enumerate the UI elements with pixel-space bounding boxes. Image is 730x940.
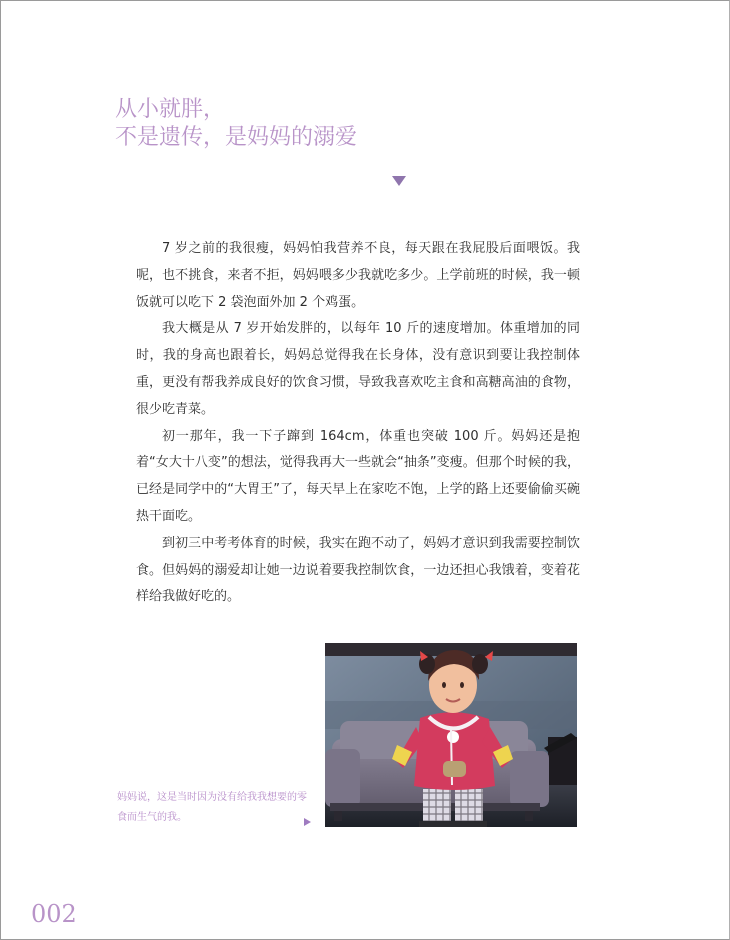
down-triangle-icon — [392, 176, 406, 186]
paragraph-3: 初一那年，我一下子蹿到 164cm，体重也突破 100 斤。妈妈还是抱着“女大十八变”的想法，觉得我再大一些就会“抽条”变瘦。但那个时候的我，已经是同学中的“大胃王”了，每天早上在家吃不饱，上学的路上还要偷偷买碗热干面吃。 — [136, 428, 580, 524]
page-number: 002 — [31, 900, 77, 928]
title-line-1: 从小就胖， — [115, 97, 226, 122]
body-text — [136, 236, 580, 611]
childhood-photo-illustration — [325, 643, 577, 827]
childhood-photo — [325, 643, 577, 827]
chapter-title — [115, 96, 357, 152]
right-triangle-icon — [304, 818, 311, 826]
paragraph-2: 我大概是从 7 岁开始发胖的，以每年 10 斤的速度增加。体重增加的同时，我的身高也跟着长，妈妈总觉得我在长身体，没有意识到要让我控制体重，更没有帮我养成良好的饮食习惯，导致我喜欢吃主食和高糖高油的食物，很少吃青菜。 — [136, 321, 580, 417]
paragraph-1: 7 岁之前的我很瘦，妈妈怕我营养不良，每天跟在我屁股后面喂饭。我呢，也不挑食，来者不拒，妈妈喂多少我就吃多少。上学前班的时候，我一顿饭就可以吃下 2 袋泡面外加 2 个鸡蛋。 — [136, 241, 580, 310]
photo-caption: 妈妈说，这是当时因为没有给我我想要的零食而生气的我。 — [117, 792, 307, 823]
paragraph-4: 到初三中考考体育的时候，我实在跑不动了，妈妈才意识到我需要控制饮食。但妈妈的溺爱却让她一边说着要我控制饮食，一边还担心我饿着，变着花样给我做好吃的。 — [136, 535, 580, 605]
title-line-2: 不是遗传，是妈妈的溺爱 — [115, 125, 358, 150]
